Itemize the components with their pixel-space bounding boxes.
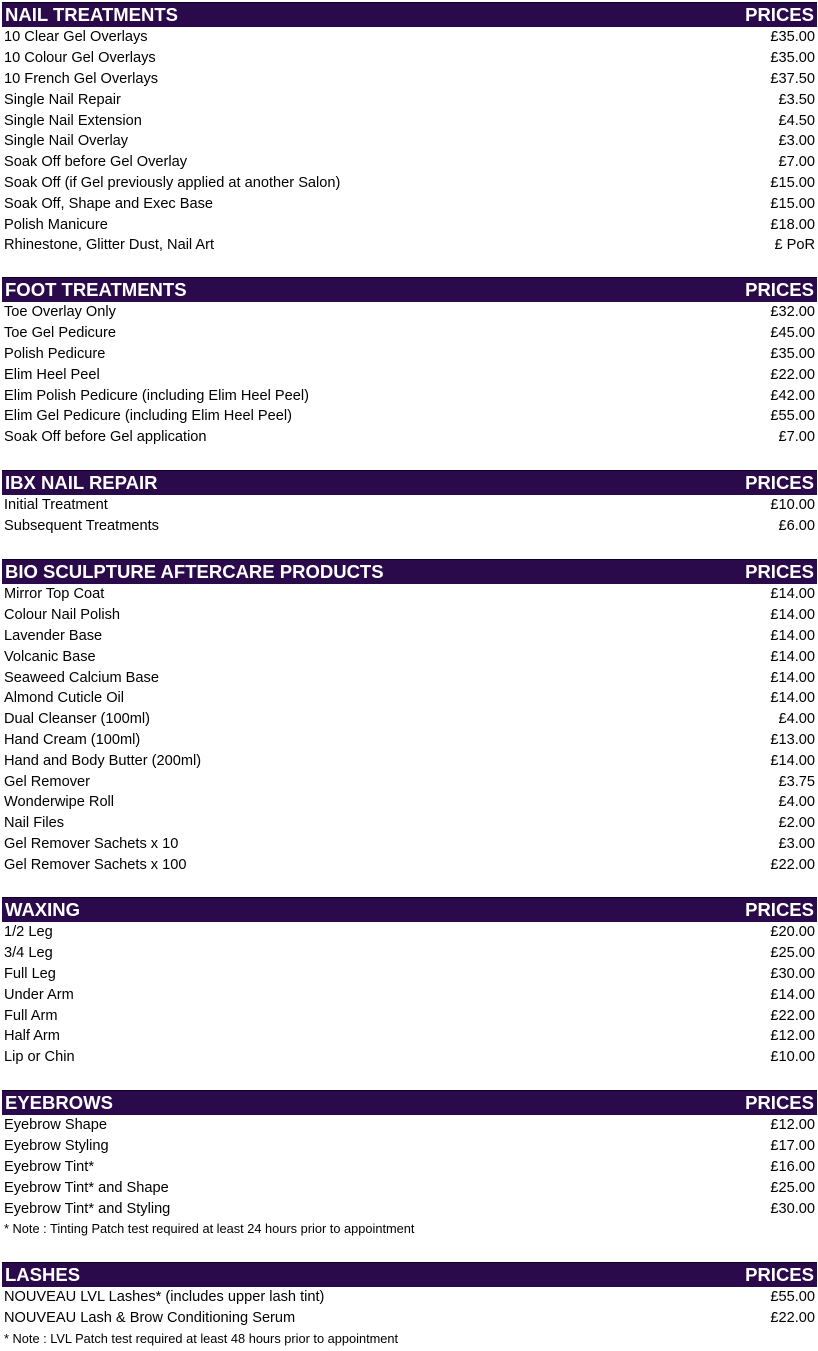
item-name: Half Arm bbox=[4, 1028, 60, 1045]
price-row bbox=[2, 1287, 817, 1308]
item-name: 3/4 Leg bbox=[4, 945, 53, 962]
section-1 bbox=[2, 277, 817, 448]
item-name: Under Arm bbox=[4, 986, 74, 1003]
item-name: Eyebrow Tint* and Styling bbox=[4, 1200, 171, 1217]
price-row bbox=[2, 406, 817, 427]
item-name: Soak Off (if Gel previously applied at another Salon) bbox=[4, 174, 341, 191]
item-price: £22.00 bbox=[770, 856, 815, 873]
section-header bbox=[2, 559, 817, 584]
item-name: Hand Cream (100ml) bbox=[4, 731, 141, 748]
item-price: £6.00 bbox=[778, 518, 815, 535]
price-row bbox=[2, 1047, 817, 1068]
item-name: Initial Treatment bbox=[4, 497, 108, 514]
item-name: Polish Pedicure bbox=[4, 345, 106, 362]
section-2 bbox=[2, 470, 817, 537]
price-row bbox=[2, 385, 817, 406]
price-row bbox=[2, 69, 817, 90]
item-price: £14.00 bbox=[770, 690, 815, 707]
price-row bbox=[2, 1177, 817, 1198]
price-row bbox=[2, 427, 817, 448]
price-row bbox=[2, 110, 817, 131]
prices-header: PRICES bbox=[745, 899, 814, 920]
item-name: NOUVEAU LVL Lashes* (includes upper lash tint) bbox=[4, 1289, 325, 1306]
item-name: 10 Colour Gel Overlays bbox=[4, 50, 156, 67]
item-price: £14.00 bbox=[770, 607, 815, 624]
price-row bbox=[2, 730, 817, 751]
item-name: Elim Heel Peel bbox=[4, 366, 100, 383]
price-row bbox=[2, 688, 817, 709]
prices-header: PRICES bbox=[745, 1264, 814, 1285]
item-price: £4.00 bbox=[778, 711, 815, 728]
item-name: Volcanic Base bbox=[4, 648, 96, 665]
price-row bbox=[2, 27, 817, 48]
price-row bbox=[2, 364, 817, 385]
price-row bbox=[2, 750, 817, 771]
item-price: £25.00 bbox=[770, 1179, 815, 1196]
price-row bbox=[2, 771, 817, 792]
price-row bbox=[2, 495, 817, 516]
item-name: Full Arm bbox=[4, 1007, 58, 1024]
item-price: £55.00 bbox=[770, 1289, 815, 1306]
item-price: £15.00 bbox=[770, 195, 815, 212]
price-row bbox=[2, 667, 817, 688]
item-name: 10 Clear Gel Overlays bbox=[4, 29, 148, 46]
item-name: Elim Gel Pedicure (including Elim Heel Peel) bbox=[4, 408, 292, 425]
price-row bbox=[2, 193, 817, 214]
item-name: Dual Cleanser (100ml) bbox=[4, 711, 150, 728]
price-row bbox=[2, 854, 817, 875]
item-name: Toe Overlay Only bbox=[4, 304, 116, 321]
price-row bbox=[2, 943, 817, 964]
price-row bbox=[2, 605, 817, 626]
item-name: Colour Nail Polish bbox=[4, 607, 120, 624]
section-header bbox=[2, 2, 817, 27]
item-price: £37.50 bbox=[770, 70, 815, 87]
prices-header: PRICES bbox=[745, 279, 814, 300]
price-row bbox=[2, 131, 817, 152]
item-name: Lip or Chin bbox=[4, 1049, 75, 1066]
section-header bbox=[2, 1262, 817, 1287]
item-price: £3.00 bbox=[778, 133, 815, 150]
item-price: £2.00 bbox=[778, 815, 815, 832]
section-5 bbox=[2, 1090, 817, 1239]
item-price: £35.00 bbox=[770, 29, 815, 46]
section-4 bbox=[2, 897, 817, 1068]
item-name: 10 French Gel Overlays bbox=[4, 70, 159, 87]
price-row bbox=[2, 646, 817, 667]
item-name: Single Nail Extension bbox=[4, 112, 142, 129]
item-price: £16.00 bbox=[770, 1158, 815, 1175]
item-price: £32.00 bbox=[770, 304, 815, 321]
item-name: Gel Remover Sachets x 10 bbox=[4, 835, 179, 852]
section-3 bbox=[2, 559, 817, 875]
item-price: £30.00 bbox=[770, 1200, 815, 1217]
price-row bbox=[2, 626, 817, 647]
item-price: £14.00 bbox=[770, 586, 815, 603]
item-name: Gel Remover Sachets x 100 bbox=[4, 856, 187, 873]
item-name: Soak Off before Gel application bbox=[4, 429, 207, 446]
price-row bbox=[2, 214, 817, 235]
item-name: Elim Polish Pedicure (including Elim Heel Peel) bbox=[4, 387, 309, 404]
price-row bbox=[2, 344, 817, 365]
price-row bbox=[2, 1136, 817, 1157]
item-price: £14.00 bbox=[770, 669, 815, 686]
item-price: £20.00 bbox=[770, 924, 815, 941]
item-price: £12.00 bbox=[770, 1117, 815, 1134]
section-title: FOOT TREATMENTS bbox=[5, 279, 187, 300]
item-name: Polish Manicure bbox=[4, 216, 108, 233]
item-price: £22.00 bbox=[770, 366, 815, 383]
item-price: £22.00 bbox=[770, 1310, 815, 1327]
item-price: £35.00 bbox=[770, 50, 815, 67]
price-row bbox=[2, 323, 817, 344]
price-row bbox=[2, 173, 817, 194]
item-price: £14.00 bbox=[770, 986, 815, 1003]
item-price: £13.00 bbox=[770, 731, 815, 748]
price-row bbox=[2, 834, 817, 855]
prices-header: PRICES bbox=[745, 472, 814, 493]
item-price: £7.00 bbox=[778, 154, 815, 171]
price-row bbox=[2, 709, 817, 730]
section-header bbox=[2, 897, 817, 922]
item-price: £30.00 bbox=[770, 965, 815, 982]
price-row bbox=[2, 584, 817, 605]
item-name: Rhinestone, Glitter Dust, Nail Art bbox=[4, 237, 215, 254]
item-price: £4.50 bbox=[778, 112, 815, 129]
item-name: Hand and Body Butter (200ml) bbox=[4, 752, 202, 769]
item-name: Single Nail Overlay bbox=[4, 133, 129, 150]
item-name: Seaweed Calcium Base bbox=[4, 669, 159, 686]
section-6 bbox=[2, 1262, 817, 1349]
item-name: Wonderwipe Roll bbox=[4, 794, 115, 811]
item-name: Almond Cuticle Oil bbox=[4, 690, 125, 707]
price-row bbox=[2, 1115, 817, 1136]
item-name: Full Leg bbox=[4, 965, 56, 982]
price-row bbox=[2, 984, 817, 1005]
item-name: Eyebrow Tint* bbox=[4, 1158, 95, 1175]
item-price: £18.00 bbox=[770, 216, 815, 233]
item-price: £45.00 bbox=[770, 325, 815, 342]
item-price: £35.00 bbox=[770, 345, 815, 362]
item-price: £14.00 bbox=[770, 752, 815, 769]
item-price: £22.00 bbox=[770, 1007, 815, 1024]
item-name: Soak Off before Gel Overlay bbox=[4, 154, 188, 171]
item-price: £10.00 bbox=[770, 1049, 815, 1066]
item-price: £55.00 bbox=[770, 408, 815, 425]
price-row bbox=[2, 1198, 817, 1219]
prices-header: PRICES bbox=[745, 4, 814, 25]
item-name: Mirror Top Coat bbox=[4, 586, 105, 603]
section-title: WAXING bbox=[5, 899, 81, 920]
item-price: £14.00 bbox=[770, 627, 815, 644]
section-title: BIO SCULPTURE AFTERCARE PRODUCTS bbox=[5, 561, 384, 582]
item-name: 1/2 Leg bbox=[4, 924, 53, 941]
item-name: Soak Off, Shape and Exec Base bbox=[4, 195, 214, 212]
price-row bbox=[2, 302, 817, 323]
section-header bbox=[2, 277, 817, 302]
item-name: Eyebrow Styling bbox=[4, 1138, 109, 1155]
price-row bbox=[2, 152, 817, 173]
item-price: £10.00 bbox=[770, 497, 815, 514]
price-row bbox=[2, 922, 817, 943]
section-0 bbox=[2, 2, 817, 256]
item-name: Eyebrow Shape bbox=[4, 1117, 108, 1134]
prices-header: PRICES bbox=[745, 1092, 814, 1113]
prices-header: PRICES bbox=[745, 561, 814, 582]
section-note: * Note : Tinting Patch test required at least 24 hours prior to appointment bbox=[4, 1220, 415, 1236]
item-price: £25.00 bbox=[770, 945, 815, 962]
price-row bbox=[2, 813, 817, 834]
section-title: NAIL TREATMENTS bbox=[5, 4, 179, 25]
item-name: Eyebrow Tint* and Shape bbox=[4, 1179, 169, 1196]
price-row bbox=[2, 48, 817, 69]
item-price: £42.00 bbox=[770, 387, 815, 404]
item-price: £ PoR bbox=[774, 237, 815, 254]
item-price: £7.00 bbox=[778, 429, 815, 446]
price-row bbox=[2, 792, 817, 813]
item-price: £3.75 bbox=[778, 773, 815, 790]
price-row bbox=[2, 235, 817, 256]
item-price: £3.00 bbox=[778, 835, 815, 852]
price-row bbox=[2, 964, 817, 985]
item-price: £14.00 bbox=[770, 648, 815, 665]
item-price: £15.00 bbox=[770, 174, 815, 191]
item-name: Lavender Base bbox=[4, 627, 103, 644]
item-name: NOUVEAU Lash & Brow Conditioning Serum bbox=[4, 1310, 296, 1327]
section-header bbox=[2, 1090, 817, 1115]
price-row bbox=[2, 1157, 817, 1178]
section-note: * Note : LVL Patch test required at least 48 hours prior to appointment bbox=[4, 1330, 399, 1346]
item-name: Toe Gel Pedicure bbox=[4, 325, 116, 342]
item-price: £4.00 bbox=[778, 794, 815, 811]
item-price: £17.00 bbox=[770, 1138, 815, 1155]
section-title: EYEBROWS bbox=[5, 1092, 113, 1113]
price-row bbox=[2, 1308, 817, 1329]
item-name: Gel Remover bbox=[4, 773, 90, 790]
item-name: Nail Files bbox=[4, 815, 65, 832]
section-header bbox=[2, 470, 817, 495]
section-title: LASHES bbox=[5, 1264, 81, 1285]
price-row bbox=[2, 1005, 817, 1026]
item-price: £3.50 bbox=[778, 91, 815, 108]
price-row bbox=[2, 516, 817, 537]
price-row bbox=[2, 1026, 817, 1047]
item-price: £12.00 bbox=[770, 1028, 815, 1045]
price-row bbox=[2, 89, 817, 110]
item-name: Single Nail Repair bbox=[4, 91, 121, 108]
section-title: IBX NAIL REPAIR bbox=[5, 472, 158, 493]
item-name: Subsequent Treatments bbox=[4, 518, 159, 535]
